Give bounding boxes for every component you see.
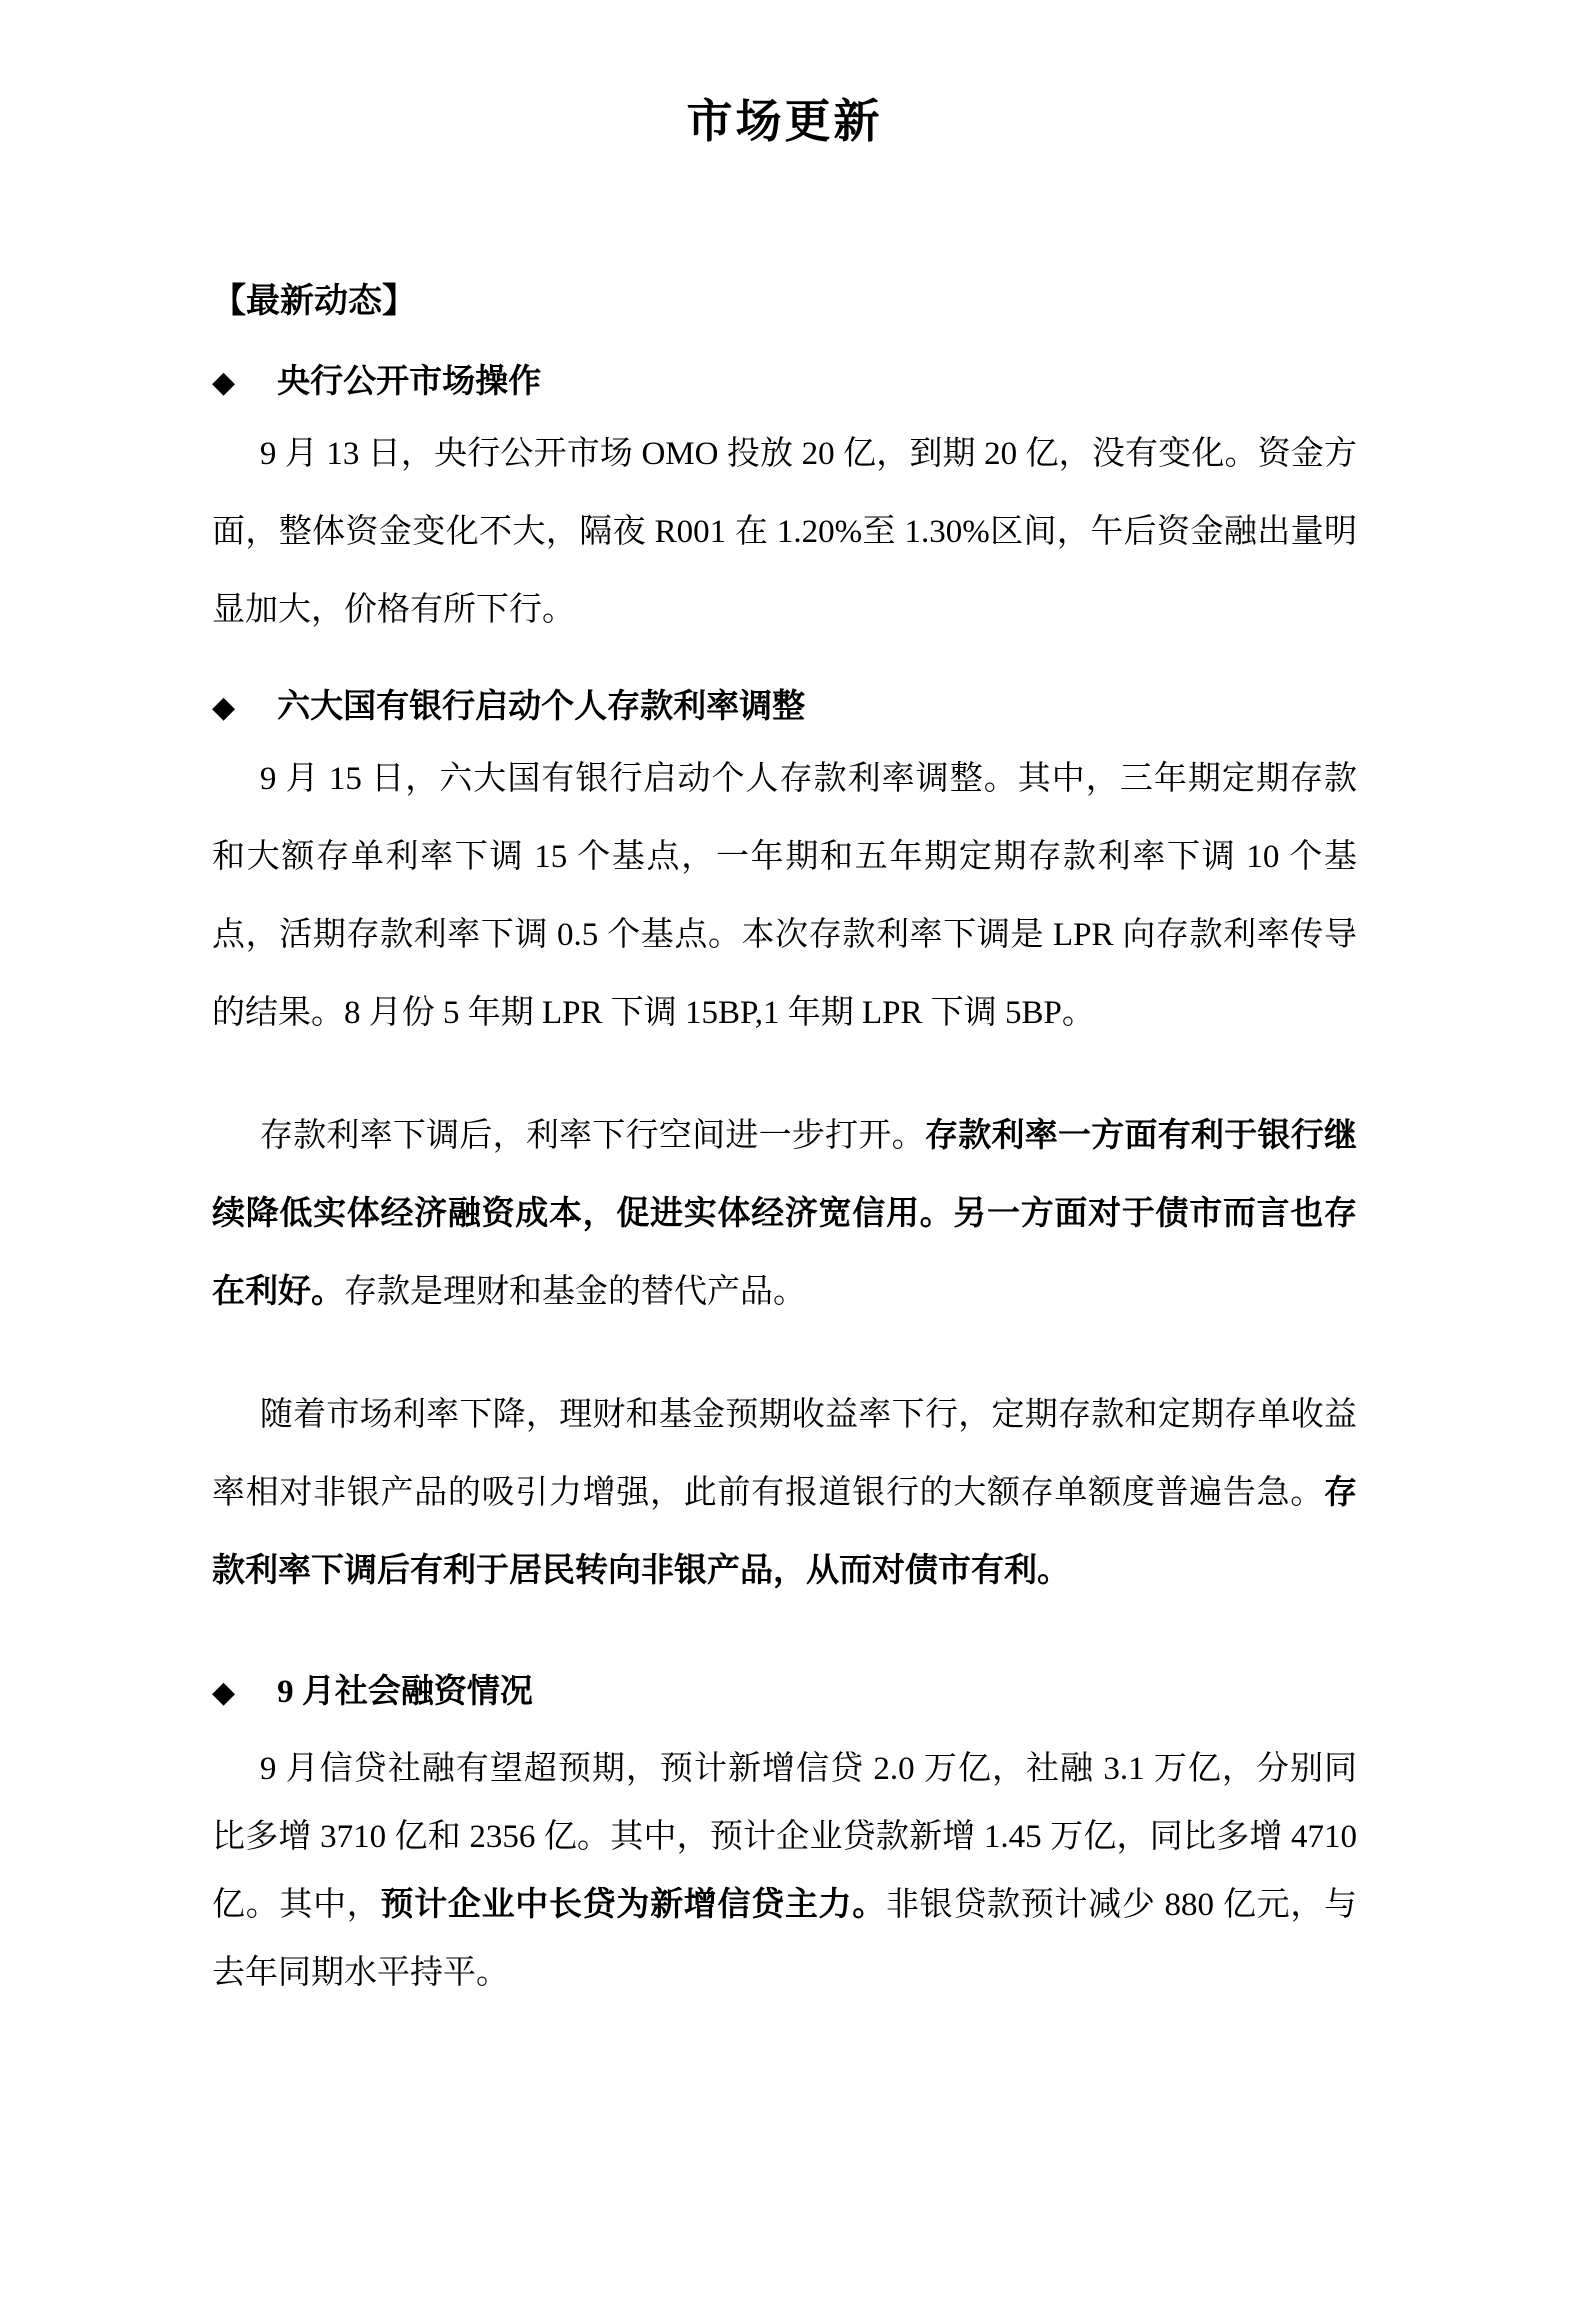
diamond-bullet-icon: ◆: [212, 1676, 236, 1709]
topic-central-bank-omo: [212, 360, 1357, 649]
text-segment-bold: 预计企业中长贷为新增信贷主力。: [380, 1887, 886, 1923]
paragraph-deposit-rate-details: [212, 740, 1357, 1052]
text-segment: 存款利率下调后，利率下行空间进一步打开。: [259, 1118, 925, 1154]
text-segment: 随着市场利率下降，理财和基金预期收益率下行，定期存款和定期存单收益率相对非银产品的吸引力增强，此前有报道银行的大额存单额度普遍告急。: [212, 1397, 1357, 1511]
text-segment-bold: 存款利率下调后有利于居民转向非银产品，从而对债市有利。: [212, 1475, 1357, 1589]
section-header-latest-news: 【最新动态】: [212, 283, 416, 320]
diamond-bullet-icon: ◆: [212, 691, 236, 724]
paragraph-market-rate-decline: [212, 1376, 1357, 1610]
topic-deposit-rate-adjustment: [212, 685, 1357, 1610]
text-segment: 存款是理财和基金的替代产品。: [344, 1274, 806, 1310]
topic-heading-text: 9 月社会融资情况: [277, 1674, 533, 1710]
topic-heading: [212, 685, 1357, 730]
topic-heading: [212, 1670, 1357, 1715]
topic-heading: [212, 360, 1357, 405]
text-segment: 9 月 13 日，央行公开市场 OMO 投放 20 亿，到期 20 亿，没有变化。资金方面，整体资金变化不大，隔夜 R001 在 1.20%至 1.30%区间，午后资金融出量明显加大，价格有所下行。: [212, 436, 1357, 628]
text-segment: 9 月 15 日，六大国有银行启动个人存款利率调整。其中，三年期定期存款和大额存单利率下调 15 个基点，一年期和五年期定期存款利率下调 10 个基点，活期存款利率下调 0.5 个基点。本次存款利率下调是 LPR 向存款利率传导的结果。8 月份 5 年期 LPR 下调 15BP,1 年期 LPR 下调 5BP。: [212, 761, 1357, 1031]
diamond-bullet-icon: ◆: [212, 366, 236, 399]
topic-september-social-financing: [212, 1670, 1357, 2007]
topic-heading-text: 六大国有银行启动个人存款利率调整: [277, 689, 806, 725]
topic-heading-text: 央行公开市场操作: [277, 364, 542, 400]
document-title: 市场更新: [686, 96, 883, 147]
paragraph-omo: [212, 415, 1357, 649]
paragraph-rate-impact: [212, 1097, 1357, 1331]
paragraph-social-financing: [212, 1735, 1357, 2007]
text-segment: 非银贷款预计减少 880 亿元，与去年同期水平持平。: [212, 1887, 1358, 1991]
text-segment-bold: 存款利率一方面有利于银行继续降低实体经济融资成本，促进实体经济宽信用。另一方面对于债市而言也存在利好。: [212, 1118, 1358, 1310]
text-segment: 9 月信贷社融有望超预期，预计新增信贷 2.0 万亿，社融 3.1 万亿，分别同比多增 3710 亿和 2356 亿。其中，预计企业贷款新增 1.45 万亿，同比多增 4710 亿。其中，: [212, 1751, 1357, 1923]
